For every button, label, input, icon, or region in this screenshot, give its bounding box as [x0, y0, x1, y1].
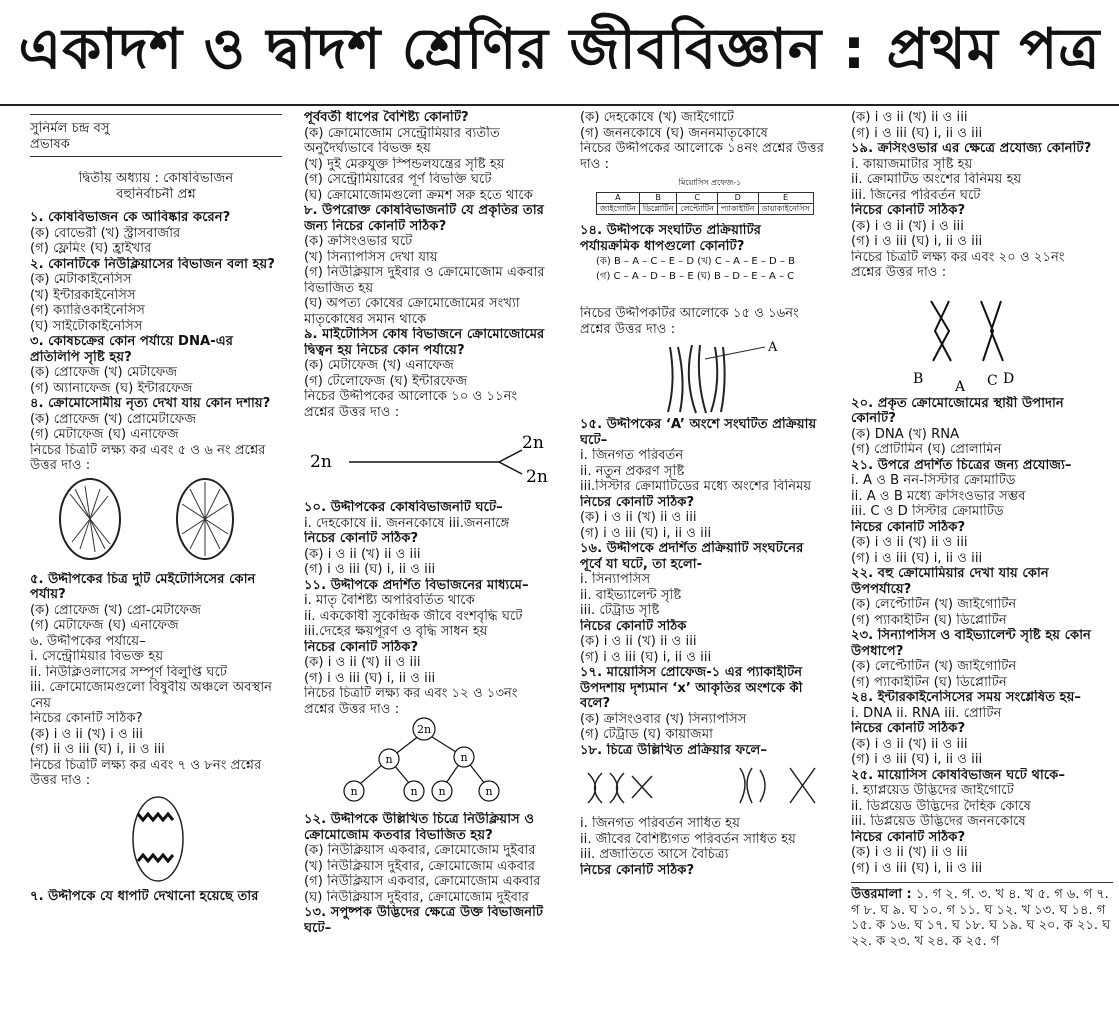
question-stem: প্রতিলিপি সৃষ্টি হয়? — [30, 349, 132, 365]
option-line: (ক) i ও ii (খ) i ও iii — [851, 218, 964, 234]
question-stem: নিচের কোনটি সঠিক — [580, 618, 687, 634]
question-stem: ঘটে– — [580, 432, 608, 448]
option-line: (খ) দুই মেরুযুক্ত স্পিন্ডলযন্ত্রের সৃষ্টি হয় — [304, 156, 505, 172]
option-line: (গ) প্রোটামিন (ঘ) প্রোলামিন — [851, 442, 1002, 457]
option-line: (ক) i ও ii (খ) ii ও iii — [304, 655, 421, 670]
option-line: i. DNA ii. RNA iii. প্রোটিন — [851, 705, 1002, 721]
option-line: (গ) i ও iii (ঘ) i, ii ও iii — [580, 525, 712, 541]
title-divider — [0, 104, 1119, 106]
table-header-cell: A — [597, 193, 640, 204]
option-line: (ঘ) সাইটোকাইনেসিস — [30, 318, 143, 334]
meiosis-table-caption: মিয়োসিস প্রফেজ-১ — [678, 178, 742, 187]
meiosis-tree-diagram — [304, 717, 564, 812]
option-line: দাও : — [580, 156, 610, 172]
node-label: n — [385, 753, 393, 766]
option-line: (ক) লেপ্টোটিন (খ) জাইগোটিন — [851, 597, 1017, 612]
option-line: (গ) জননকোষে (ঘ) জননমাতৃকোষে — [580, 125, 768, 141]
table-header-cell: C — [677, 193, 717, 204]
option-line: (গ) i ও iii (ঘ) i, ii ও iii — [304, 670, 436, 686]
option-line: (গ) ক্যারিওকাইনেসিস — [30, 303, 146, 318]
option-line: (ক) i ও ii (খ) ii ও iii — [580, 634, 697, 649]
option-line: i. A ও B নন-সিস্টার ক্রোমাটিড — [851, 473, 1016, 488]
daughter-label-top: 2n — [522, 433, 544, 453]
node-label: n — [438, 785, 446, 798]
option-line: (গ) টেট্রাড (ঘ) কায়াজমা — [580, 727, 713, 742]
option-line: নিচের উদ্দীপকের আলোকে ১০ ও ১১নং — [304, 389, 518, 404]
option-line: i. হ্যাপ্লয়েড উদ্ভিদের জাইগোটে — [851, 783, 1014, 798]
table-cell: প্যাকাইটিন — [717, 204, 758, 215]
option-line: (ক) i ও ii (খ) ii ও iii — [304, 546, 421, 562]
option-line: (ঘ) ক্রোমোজোমগুলো ক্রমশ সরু হতে থাকে — [304, 187, 533, 203]
option-line: মাতৃকোষের সমান থাকে — [304, 311, 427, 327]
option-line: অনুদৈর্ঘ্যভাবে বিভক্ত হয় — [304, 141, 431, 156]
option-line: ii. বাইভ্যালেন্ট সৃষ্টি — [580, 587, 682, 603]
question-list — [30, 210, 282, 474]
option-line: (ক) ক্রসিংওবার (খ) সিন্যাপসিস — [580, 711, 747, 727]
question-stem: ২. কোনটিকে নিউক্লিয়াসের বিভাজন বলা হয়? — [30, 256, 275, 272]
question-list — [30, 572, 282, 789]
node-label: n — [485, 785, 493, 798]
question-stem: ১৮. চিত্রে উল্লিখিত প্রক্রিয়ার ফলে– — [580, 742, 767, 758]
option-line: i. জিনগত পরিবর্তন — [580, 448, 684, 463]
table-header-cell: D — [717, 193, 758, 204]
page-title: একাদশ ও দ্বাদশ শ্রেণির জীববিজ্ঞান : প্রথম পত্র — [18, 17, 1101, 82]
option-line: (গ) i ও iii (ঘ) i, ii ও iii — [851, 752, 983, 767]
option-line: i. কায়াজমাটার সৃষ্টি হয় — [851, 156, 973, 172]
option-line: (ক) লেপ্টোটিন (খ) জাইগোটিন — [851, 659, 1017, 674]
option-line: নিচের চিত্রটি লক্ষ্য কর এবং ২০ ও ২১নং — [851, 249, 1065, 265]
crossing-over-figure — [580, 337, 840, 417]
question-stem: নিচের কোনটি সঠিক? — [851, 721, 966, 736]
question-stem: পর্যায়? — [30, 587, 66, 602]
table-cell: ডিপ্লোটিন — [639, 204, 677, 215]
sequence-options-row1: (ক) B – A – C – E – D (খ) C – A – E – D – B — [596, 256, 795, 267]
option-line: নিচের উদ্দীপকটির আলোকে ১৫ ও ১৬নং — [580, 306, 799, 321]
option-line: ii. ডিপ্লয়েড উদ্ভিদের দৈহিক কোষে — [851, 798, 1031, 814]
question-list — [851, 396, 1113, 877]
question-stem: নিচের কোনটি সঠিক? — [304, 531, 419, 546]
option-line: নিচের চিত্রটি লক্ষ্য কর এবং ৫ ও ৬ নং প্রশ্নের — [30, 442, 266, 458]
question-stem: ১৪. উদ্দীপকে সংঘটিত প্রক্রিয়াটির — [580, 223, 762, 238]
mitosis-cells-image — [30, 474, 270, 564]
question-stem: ৫. উদ্দীপকের চিত্র দুটি মেইটোসিসের কোন — [30, 571, 256, 587]
option-line: প্রশ্নের উত্তর দাও : — [851, 265, 947, 280]
column-1 — [30, 110, 282, 904]
option-line: উত্তর দাও : — [30, 773, 91, 788]
answer-key — [851, 887, 1113, 949]
option-line: প্রশ্নের উত্তর দাও : — [304, 701, 400, 717]
option-line: (ক) দেহকোষে (খ) জাইগোটে — [580, 110, 734, 125]
question-stem: ১৫. উদ্দীপকের ‘A’ অংশে সংঘটিত প্রক্রিয়ায় — [580, 417, 817, 432]
meiosis-stage-table — [596, 192, 814, 215]
question-stem: ১৩. সপুষ্পক উদ্ভিদের ক্ষেত্রে উক্ত বিভাজনটি — [304, 905, 544, 920]
mitosis-diagram — [304, 420, 566, 500]
option-line: বিভাজিত হয় — [304, 280, 374, 296]
question-list — [851, 110, 1113, 281]
option-line: iii. জিনের পরিবর্তন ঘটে — [851, 187, 981, 203]
table-cell: ডায়াকাইনেসিস — [758, 204, 813, 215]
chromatid-label-b: B — [913, 370, 924, 387]
option-line: ii. নতুন প্রকরণ সৃষ্টি — [580, 463, 685, 479]
question-stem: নিচের কোনটি সঠিক? — [851, 519, 966, 535]
division-arrow-diagram — [304, 420, 564, 500]
option-line: (গ) টেলোফেজ (ঘ) ইন্টারফেজ — [304, 373, 468, 389]
sequence-options-row2: (গ) C – A – D – B – E (ঘ) B – D – E – A – C — [596, 271, 795, 282]
column-3 — [580, 110, 840, 878]
option-line: (ক) ক্রসিংওভার ঘটে — [304, 234, 413, 249]
option-line: (ক) মেটাফেজ (খ) এনাফেজ — [304, 358, 454, 373]
question-list — [580, 223, 840, 254]
option-line: i. জিনগত পরিবর্তন সাধিত হয় — [580, 816, 740, 831]
option-line: (খ) ইন্টারকাইনেসিস — [30, 287, 136, 303]
option-line: (গ) অ্যানাফেজ (ঘ) ইন্টারফেজ — [30, 380, 193, 396]
option-line: (গ) নিউক্লিয়াস একবার, ক্রোমোজোম একবার — [304, 874, 541, 889]
anaphase-figure — [30, 789, 282, 889]
option-line: i. সেন্ট্রোমিয়ার বিভক্ত হয় — [30, 649, 164, 664]
option-line: নিচের চিত্রটি লক্ষ্য কর এবং ১২ ও ১৩নং — [304, 686, 518, 701]
option-line: (ক) প্রোফেজ (খ) মেটাফেজ — [30, 365, 178, 380]
option-line: iii. ডিপ্লয়েড উদ্ভিদের জননকোষে — [851, 814, 1026, 829]
author-rule-top — [30, 114, 282, 115]
option-line: (গ) প্যাকাইটিন (ঘ) ডিপ্লোটিন — [851, 612, 1007, 628]
option-line: উত্তর দাও : — [30, 458, 91, 473]
question-stem: ১. কোষবিভাজন কে আবিষ্কার করেন? — [30, 210, 231, 225]
option-line: (ক) i ও ii (খ) ii ও iii — [851, 535, 968, 550]
option-line: (ক) i ও ii (খ) ii ও iii — [851, 845, 968, 860]
option-line: (ক) DNA (খ) RNA — [851, 426, 960, 442]
chromatid-label-d: D — [1003, 370, 1015, 387]
option-line: (খ) সিন্যাপসিস দেখা যায় — [304, 249, 438, 265]
crossing-result-figure — [580, 758, 840, 816]
option-line: (গ) ii ও iii (ঘ) i, ii ও iii — [30, 742, 165, 757]
question-list — [580, 110, 840, 172]
option-line: i. সিন্যাপসিস — [580, 572, 651, 587]
option-line: প্রশ্নের উত্তর দাও : — [580, 321, 676, 337]
chromosome-pair-image — [851, 281, 1111, 396]
question-list — [580, 306, 840, 337]
question-list — [580, 417, 840, 758]
option-line: (গ) i ও iii (ঘ) i, ii ও iii — [304, 562, 436, 577]
option-line: (খ) নিউক্লিয়াস দুইবার, ক্রোমোজোম একবার — [304, 858, 536, 874]
chapter-subtitle: বহুনির্বাচনী প্রশ্ন — [116, 186, 196, 202]
option-line: (গ) i ও iii (ঘ) i, ii ও iii — [851, 860, 983, 876]
question-list — [304, 110, 566, 420]
option-line: (গ) সেন্ট্রোমিয়ারের পূর্ণ বিভক্তি ঘটে — [304, 172, 492, 187]
question-stem: জন্য নিচের কোনটি সঠিক? — [304, 218, 447, 234]
option-line: ii. জীবের বৈশিষ্ট্যগত পরিবর্তন সাধিত হয় — [580, 831, 796, 847]
option-line: (গ) i ও iii (ঘ) i, ii ও iii — [851, 550, 983, 566]
option-line: (ক) ক্রোমোজোম সেন্ট্রোমিয়ার ব্যতীত — [304, 125, 500, 141]
option-line: প্রশ্নের উত্তর দাও : — [304, 404, 400, 420]
option-line: (ক) মেটাকাইনেসিস — [30, 272, 132, 287]
question-stem: ৮. উপরোক্ত কোষবিভাজনটি যে প্রকৃতির তার — [304, 203, 544, 218]
question-stem: ১৭. মায়োসিস প্রোফেজ-১ এর প্যাকাইটিন — [580, 665, 803, 680]
option-line: (ঘ) অপত্য কোষের ক্রোমোজোমের সংখ্যা — [304, 296, 520, 311]
question-list — [304, 500, 566, 717]
question-stem: ঘটে– — [304, 920, 332, 936]
question-stem: ২২. বহু ক্রোমোমিয়ার দেখা যায় কোন — [851, 566, 1049, 581]
chromosome-figure — [851, 281, 1113, 396]
question-list — [304, 812, 566, 936]
option-line: (ক) i ও ii (খ) ii ও iii — [580, 510, 697, 525]
node-label: n — [410, 785, 418, 798]
option-line: iii.সিস্টার ক্রোমাটিডের মধ্যে অংশের বিনিময় — [580, 479, 812, 494]
question-stem: ৩. কোষচক্রের কোন পর্যায়ে DNA-এর — [30, 334, 233, 349]
option-line: নিচের কোনটি সঠিক? — [30, 711, 143, 726]
option-line: (ক) প্রোফেজ (খ) প্রো-মেটাফেজ — [30, 602, 201, 618]
option-line: (ক) বোভেরী (খ) স্ট্রাসবার্জার — [30, 225, 181, 241]
question-stem: উপধাপে? — [851, 643, 904, 659]
question-stem: ২০. প্রকৃত ক্রোমোজোমের স্থায়ী উপাদান — [851, 395, 1064, 411]
table-cell: জাইগোটিন — [597, 204, 640, 215]
option-line: (গ) নিউক্লিয়াস দুইবার ও ক্রোমোজোম একবার — [304, 265, 545, 280]
option-line: i. দেহকোষে ii. জননকোষে iii.জননাঙ্গে — [304, 515, 510, 531]
option-line: iii. C ও D সিস্টার ক্রোমাটিড — [851, 504, 1004, 519]
option-line: (গ) i ও iii (ঘ) i, ii ও iii — [851, 234, 983, 249]
question-stem: পূর্বে যা ঘটে, তা হলো- — [580, 556, 703, 572]
question-stem: ৪. ক্রোমোসোমীয় নৃত্য দেখা যায় কোন দশায়? — [30, 396, 271, 411]
column-4 — [851, 110, 1113, 949]
chromatid-label-c: C — [987, 372, 998, 389]
author-rule-bottom — [30, 156, 282, 157]
table-header-cell: E — [758, 193, 813, 204]
question-stem: ১১. উদ্দীপকে প্রদর্শিত বিভাজনের মাধ্যমে– — [304, 577, 529, 593]
question-stem: নিচের কোনটি সঠিক? — [304, 639, 419, 655]
option-line: (ক) নিউক্লিয়াস একবার, ক্রোমোজোম দুইবার — [304, 843, 536, 858]
question-stem: দ্বিত্বন হয় নিচের কোন পর্যায়ে? — [304, 342, 465, 358]
part-label-a: A — [768, 340, 778, 355]
question-stem: ৯. মাইটোসিস কোষ বিভাজনে ক্রোমোজোমের — [304, 327, 545, 342]
question-stem: কোনটি? — [851, 411, 896, 426]
option-line: (গ) মেটাফেজ (ঘ) এনাফেজ — [30, 427, 179, 442]
author-name: সুনির্মল চন্দ্র বসু — [30, 121, 110, 136]
answer-key-text: ১. গ ২. গ. ৩. খ ৪. খ ৫. গ ৬. গ ৭. গ ৮. ঘ ৯. ঘ ১০. গ ১১. ঘ ১২. খ ১৩. ঘ ১৪. গ ১৫. ক ১৬. ঘ ১৭. ঘ ১৮. ঘ ১৯. ঘ ২০. ক ২১. ঘ ২২. ক ২৩. খ ২৪. ক ২৫. গ — [851, 887, 1111, 949]
question-stem: বলে? — [580, 696, 611, 711]
option-line: iii. প্রজাতিতে আসে বৈচিত্র্য — [580, 847, 729, 862]
option-line: (ক) প্রোফেজ (খ) প্রোমেটাফেজ — [30, 411, 197, 427]
question-stem: ১২. উদ্দীপকে উল্লিখিত চিত্রে নিউক্লিয়াস ও — [304, 812, 535, 827]
option-line: ii. নিউক্লিওলাসের সম্পূর্ণ বিলুপ্তি ঘটে — [30, 664, 228, 680]
question-stem: ১৬. উদ্দীপকে প্রদর্শিত প্রক্রিয়াটি সংঘটনের — [580, 541, 804, 556]
bivalent-image — [580, 337, 840, 417]
author-designation: প্রভাষক — [30, 136, 70, 152]
question-stem: ১৯. ক্রসিংওভার এর ক্ষেত্রে প্রযোজ্য কোনটি? — [851, 141, 1092, 156]
question-stem: ২৫. মায়োসিস কোষবিভাজন ঘটে থাকে– — [851, 767, 1065, 783]
option-line: নেয় — [30, 695, 51, 711]
option-line: (ক) i ও ii (খ) ii ও iii — [851, 736, 968, 752]
option-line: (গ) i ও iii (ঘ) i, ii ও iii — [851, 125, 983, 141]
option-line: iii.দেহের ক্ষয়পূরণ ও বৃদ্ধি সাধন হয় — [304, 624, 488, 639]
question-stem: উপদশায় দৃশ্যমান ‘x’ আকৃতির অংশকে কী — [580, 680, 803, 696]
option-line: (ক) i ও ii (খ) ii ও iii — [851, 110, 968, 125]
option-line: (গ) মেটাফেজ (ঘ) এনাফেজ — [30, 618, 179, 633]
question-list — [580, 816, 840, 878]
table-header-cell: B — [639, 193, 677, 204]
question-stem: নিচের কোনটি সঠিক? — [851, 203, 966, 218]
option-line: নিচের চিত্রটি লক্ষ্য কর এবং ৭ ও ৮নং প্রশ্নের — [30, 757, 262, 773]
question-stem: পর্যায়ক্রমিক ধাপগুলো কোনটি? — [580, 238, 745, 254]
option-line: ii. ক্রোমাটিড অংশের বিনিময় হয় — [851, 172, 1022, 187]
question-stem: ২৩. সিন্যাপসিস ও বাইভ্যালেন্ট সৃষ্টি হয় কোন — [851, 628, 1091, 643]
node-label: n — [350, 785, 358, 798]
chapter-title: দ্বিতীয় অধ্যায় : কোষবিভাজন — [78, 171, 234, 186]
question-stem: ২১. উপরে প্রদর্শিত চিত্রের জন্য প্রযোজ্য– — [851, 457, 1072, 473]
chromatid-label-a: A — [955, 378, 966, 395]
question-7-text: ৭. উদ্দীপকে যে ধাপটি দেখানো হয়েছে তার — [30, 888, 259, 904]
meiosis-tree-figure — [304, 717, 566, 812]
option-line: i. মাতৃ বৈশিষ্ট্য অপরিবর্তিত থাকে — [304, 593, 475, 608]
question-stem: উপপর্যায়ে? — [851, 581, 912, 597]
parent-label: 2n — [310, 452, 332, 472]
option-line: (গ) i ও iii (ঘ) i, ii ও iii — [580, 649, 712, 665]
option-line: iii. টেট্রাড সৃষ্টি — [580, 603, 660, 618]
question-stem: নিচের কোনটি সঠিক? — [580, 494, 695, 510]
root-node-label: 2n — [416, 723, 432, 736]
option-line: ৬. উদ্দীপকের পর্যায়ে– — [30, 633, 146, 649]
question-stem: নিচের কোনটি সঠিক? — [851, 829, 966, 845]
option-line: iii. ক্রোমোজোমগুলো বিষুবীয় অঞ্চলে অবস্থান — [30, 680, 273, 695]
column-2 — [304, 110, 566, 936]
question-stem: ১০. উদ্দীপকের কোষবিভাজনটি ঘটে– — [304, 500, 503, 515]
daughter-label-bottom: 2n — [526, 467, 548, 487]
table-cell: লেপ্টোটিন — [677, 204, 717, 215]
option-line: ii. এককোষী সুকেন্দ্রিক জীবে বংশবৃদ্ধি ঘটে — [304, 608, 523, 624]
option-line: (ঘ) নিউক্লিয়াস দুইবার, ক্রোমোজোম দুইবার — [304, 889, 530, 905]
option-line: নিচের উদ্দীপকের আলোকে ১৪নং প্রশ্নের উত্তর — [580, 141, 824, 156]
question-stem: ২৪. ইন্টারকাইনেসিসের সময় সংশ্লেষিত হয়– — [851, 690, 1081, 705]
option-line: ii. A ও B মধ্যে ক্রসিংওভার সম্ভব — [851, 488, 1026, 504]
question-stem: ক্রোমোজোম কতবার বিভাজিত হয়? — [304, 827, 493, 843]
answer-key-label: উত্তরমালা : — [851, 887, 912, 902]
anaphase-cell-image — [30, 789, 270, 889]
option-line: (গ) ফ্লেমিং (ঘ) হ্রাইখার — [30, 241, 152, 256]
question-stem: নিচের কোনটি সঠিক? — [580, 862, 695, 878]
node-label: n — [460, 751, 468, 764]
mitosis-figure — [30, 474, 282, 564]
question-stem: পূর্ববর্তী ধাপের বৈশিষ্ট্য কোনটি? — [304, 110, 469, 125]
chromosome-exchange-image — [580, 758, 840, 816]
option-line: (ক) i ও ii (খ) i ও iii — [30, 726, 143, 742]
answers-rule — [851, 882, 1113, 883]
option-line: (গ) প্যাকাইটিন (ঘ) ডিপ্লোটিন — [851, 674, 1007, 690]
